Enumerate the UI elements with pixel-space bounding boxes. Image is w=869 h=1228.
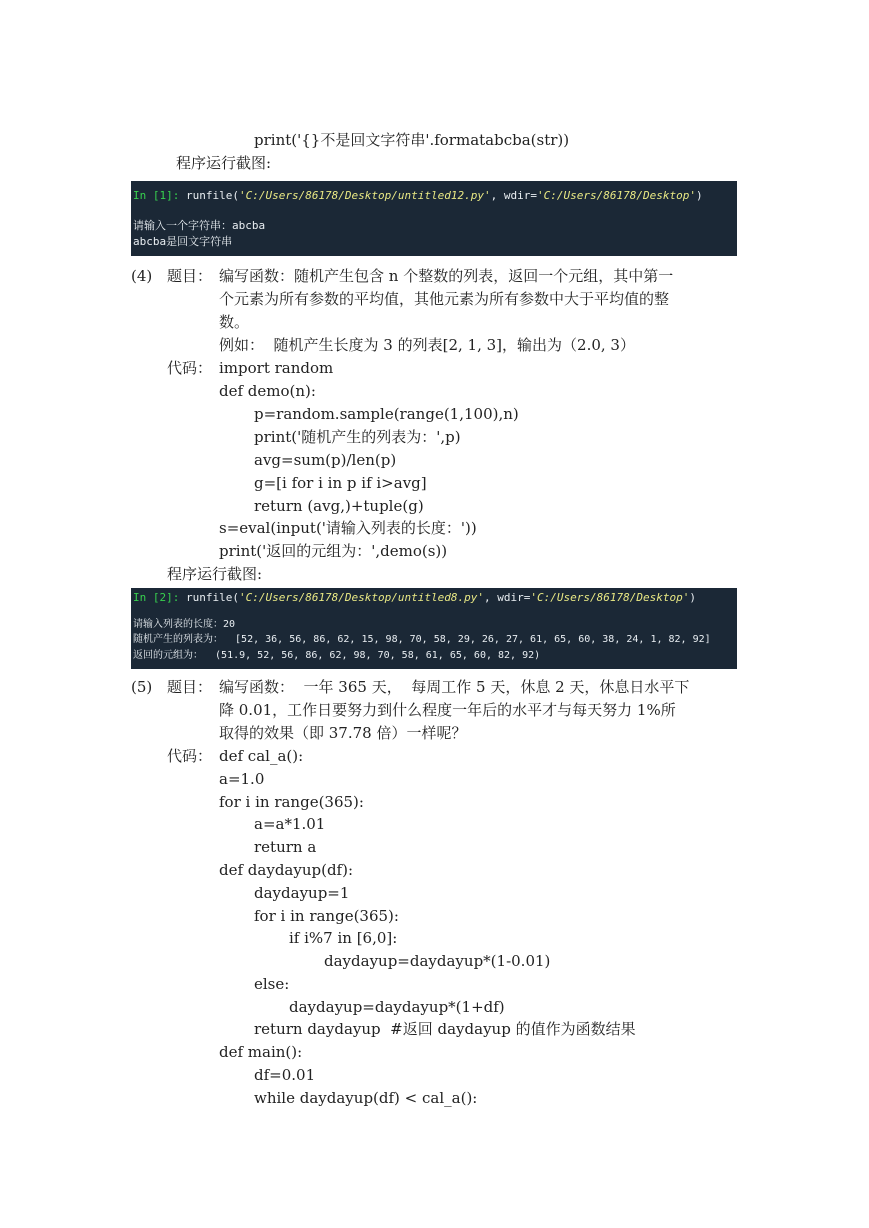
code-line: p=random.sample(range(1,100),n)	[254, 405, 519, 423]
code-line: return daydayup #返回 daydayup 的值作为函数结果	[254, 1020, 636, 1038]
code-line: for i in range(365):	[254, 907, 399, 925]
console-path: 'C:/Users/86178/Desktop/untitled8.py'	[238, 591, 485, 604]
console-wdir: 'C:/Users/86178/Desktop'	[537, 189, 696, 202]
question-title-label: 题目：	[167, 267, 213, 285]
console-output: 返回的元组为： (51.9, 52, 56, 86, 62, 98, 70, 58, 61, 65, 60, 82, 92)	[133, 650, 541, 661]
code-line: daydayup=daydayup*(1+df)	[289, 998, 505, 1016]
code-line: import random	[219, 359, 334, 377]
code-line: a=a*1.01	[254, 815, 326, 833]
code-line: if i%7 in [6,0]:	[289, 929, 398, 947]
question-number: (4)	[131, 267, 153, 285]
console-cmd: , wdir=	[484, 591, 531, 604]
console-screenshot-2	[131, 588, 737, 669]
console-output: 请输入列表的长度：20	[133, 619, 236, 630]
code-line: while daydayup(df) < cal_a():	[254, 1089, 478, 1107]
code-line: g=[i for i in p if i>avg]	[254, 474, 427, 492]
code-line: print('返回的元组为：',demo(s))	[219, 542, 448, 560]
console-cmd: )	[689, 591, 696, 604]
code-line: def cal_a():	[219, 747, 304, 765]
question-text: 取得的效果（即 37.78 倍）一样呢？	[219, 724, 467, 742]
question-text: 编写函数：随机产生包含 n 个整数的列表，返回一个元组，其中第一	[219, 267, 674, 285]
code-line: def main():	[219, 1043, 303, 1061]
screenshot-label: 程序运行截图:	[176, 154, 272, 172]
question-example: 例如： 随机产生长度为 3 的列表[2, 1, 3]，输出为（2.0, 3）	[219, 336, 635, 354]
code-line: return (avg,)+tuple(g)	[254, 497, 424, 515]
console-cmd: )	[695, 189, 703, 202]
question-text: 降 0.01，工作日要努力到什么程度一年后的水平才与每天努力 1%所	[219, 701, 676, 719]
code-line: def daydayup(df):	[219, 861, 354, 879]
console-cmd: runfile(	[179, 591, 239, 604]
console-command-line	[133, 189, 703, 203]
console-screenshot-1	[131, 181, 737, 256]
code-line: daydayup=1	[254, 884, 350, 902]
code-line: avg=sum(p)/len(p)	[254, 451, 397, 469]
question-text: 个元素为所有参数的平均值，其他元素为所有参数中大于平均值的整	[219, 290, 670, 308]
console-cmd: , wdir=	[490, 189, 537, 202]
code-label: 代码：	[167, 359, 213, 377]
question-number: (5)	[131, 678, 153, 696]
code-line: print('{}不是回文字符串'.formatabcba(str))	[254, 131, 570, 149]
console-prompt: In [2]:	[133, 591, 180, 604]
console-output: abcba是回文字符串	[133, 235, 233, 248]
screenshot-label: 程序运行截图:	[167, 565, 263, 583]
question-title-label: 题目：	[167, 678, 213, 696]
question-text: 编写函数： 一年 365 天， 每周工作 5 天，休息 2 天，休息日水平下	[219, 678, 690, 696]
code-line: daydayup=daydayup*(1-0.01)	[324, 952, 551, 970]
console-wdir: 'C:/Users/86178/Desktop'	[530, 591, 690, 604]
code-line: def demo(n):	[219, 382, 316, 400]
console-cmd: runfile(	[179, 189, 239, 202]
code-line: return a	[254, 838, 317, 856]
question-text: 数。	[219, 313, 250, 331]
console-command-line	[133, 591, 696, 605]
code-line: for i in range(365):	[219, 793, 364, 811]
code-label: 代码：	[167, 747, 213, 765]
code-line: else:	[254, 975, 290, 993]
code-line: a=1.0	[219, 770, 265, 788]
code-line: s=eval(input('请输入列表的长度：'))	[219, 519, 477, 537]
console-output: 随机产生的列表为： [52, 36, 56, 86, 62, 15, 98, 70, 58, 29, 26, 27, 61, 65, 60, 38, 24, 1, 82, 92]	[133, 634, 711, 645]
console-output: 请输入一个字符串：abcba	[133, 219, 266, 232]
code-line: df=0.01	[254, 1066, 316, 1084]
console-path: 'C:/Users/86178/Desktop/untitled12.py'	[238, 189, 491, 202]
console-prompt: In [1]:	[133, 189, 180, 202]
code-line: print('随机产生的列表为：',p)	[254, 428, 461, 446]
